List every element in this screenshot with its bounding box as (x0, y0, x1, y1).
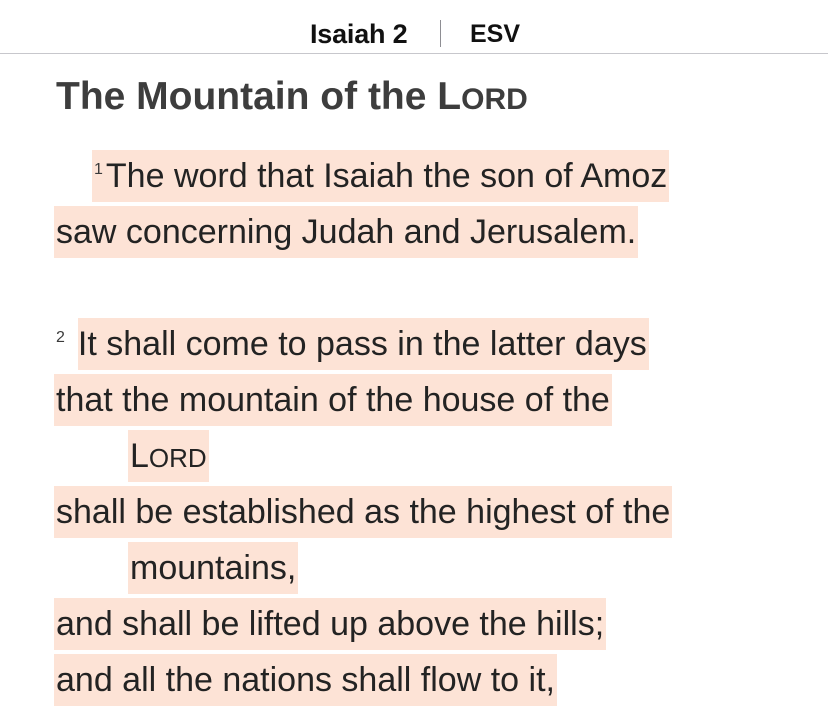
heading-lord-smallcaps: ORD (461, 83, 528, 116)
verse-2-line-1[interactable] (54, 318, 649, 370)
verse-text: that the mountain of the house of the (56, 381, 610, 419)
verse-2-line-5[interactable] (128, 542, 298, 594)
verse-text: and all the nations shall flow to it, (56, 661, 555, 699)
lord-initial: L (130, 437, 149, 475)
verse-2-line-2[interactable] (54, 374, 612, 426)
verse-text: mountains, (130, 549, 297, 587)
verse-1-line-2[interactable] (54, 206, 638, 258)
section-heading (56, 74, 528, 123)
navigation-bar (0, 0, 828, 54)
lord-smallcaps: ORD (148, 443, 207, 473)
verse-2-line-6[interactable] (54, 598, 606, 650)
verse-2-line-3[interactable] (128, 430, 209, 482)
verse-text: and shall be lifted up above the hills; (56, 605, 605, 643)
verse-text: The word that Isaiah the son of Amoz (105, 157, 668, 195)
chapter-selector[interactable]: Isaiah 2 (310, 19, 408, 49)
verse-number: 1 (94, 161, 103, 178)
heading-lord-initial: L (437, 75, 462, 118)
heading-text: The Mountain of the (56, 75, 438, 118)
verse-2-line-4[interactable] (54, 486, 672, 538)
verse-number: 2 (56, 329, 65, 346)
nav-divider (440, 20, 441, 47)
verse-text: It shall come to pass in the latter days (78, 318, 649, 370)
verse-text: shall be established as the highest of the (56, 493, 671, 531)
verse-2-line-7[interactable] (54, 654, 557, 706)
verse-text: saw concerning Judah and Jerusalem. (56, 213, 637, 251)
verse-1-line-1[interactable] (92, 150, 669, 202)
translation-selector[interactable]: ESV (470, 20, 521, 48)
scripture-reader[interactable] (0, 54, 828, 717)
